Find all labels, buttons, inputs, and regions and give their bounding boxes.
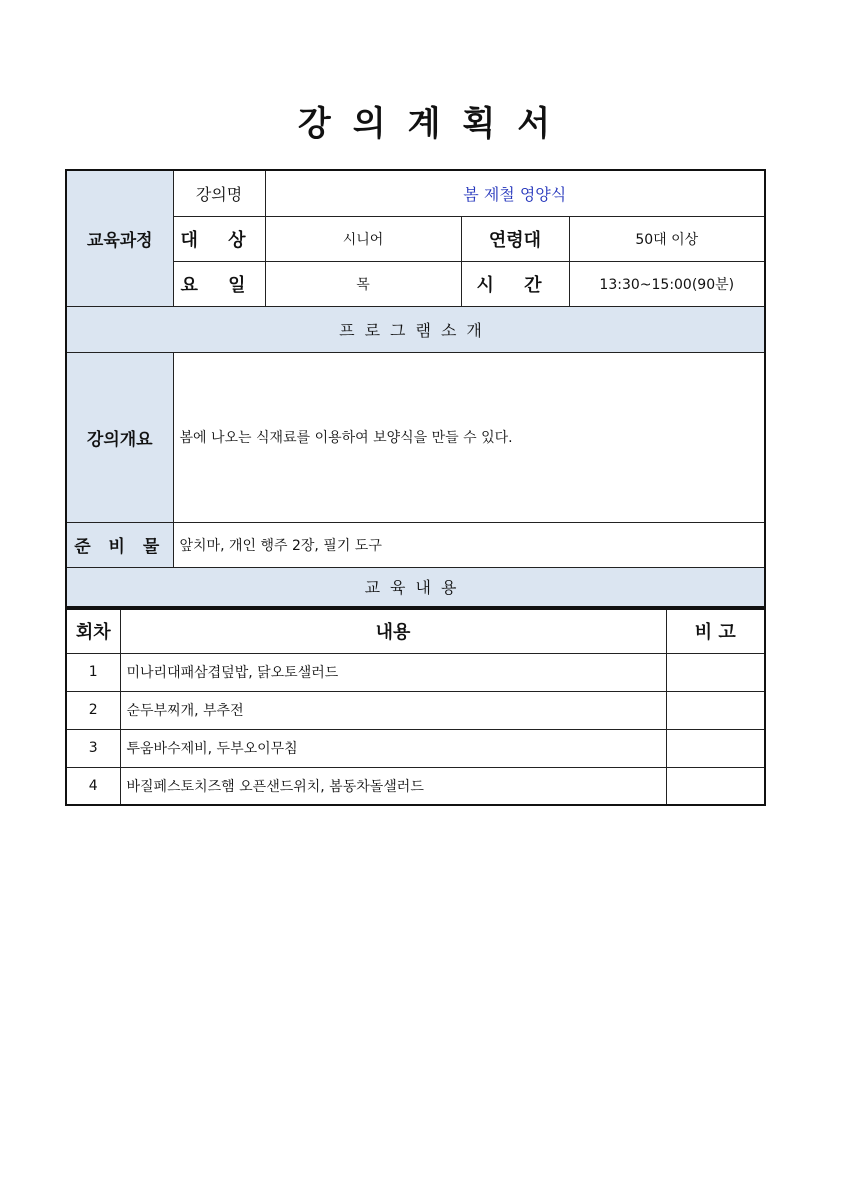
target-value: 시니어 — [265, 216, 461, 261]
supplies-label: 준 비 물 — [66, 522, 173, 567]
content-table — [65, 608, 766, 806]
day-value: 목 — [265, 261, 461, 306]
age-label: 연령대 — [461, 216, 569, 261]
target-label: 대 상 — [173, 216, 265, 261]
table-row — [66, 767, 765, 805]
supplies-text: 앞치마, 개인 행주 2장, 필기 도구 — [173, 522, 765, 567]
table-row — [66, 653, 765, 691]
row-number: 1 — [66, 653, 120, 691]
course-info-table — [65, 169, 766, 608]
row-note — [666, 691, 765, 729]
row-note — [666, 653, 765, 691]
header-note: 비 고 — [666, 609, 765, 653]
time-label: 시 간 — [461, 261, 569, 306]
content-section-header: 교육내용 — [66, 567, 765, 607]
header-content: 내용 — [120, 609, 666, 653]
course-name: 봄 제철 영양식 — [265, 170, 765, 216]
time-value: 13:30~15:00(90분) — [569, 261, 765, 306]
overview-text: 봄에 나오는 식재료를 이용하여 보양식을 만들 수 있다. — [173, 352, 765, 522]
course-name-label: 강의명 — [173, 170, 265, 216]
day-label: 요 일 — [173, 261, 265, 306]
row-number: 2 — [66, 691, 120, 729]
age-value: 50대 이상 — [569, 216, 765, 261]
row-number: 4 — [66, 767, 120, 805]
row-content: 순두부찌개, 부추전 — [120, 691, 666, 729]
header-round: 회차 — [66, 609, 120, 653]
table-row — [66, 691, 765, 729]
table-row — [66, 729, 765, 767]
course-label: 교육과정 — [66, 170, 173, 306]
row-number: 3 — [66, 729, 120, 767]
program-section-header: 프로그램소개 — [66, 306, 765, 352]
overview-label: 강의개요 — [66, 352, 173, 522]
row-content: 미나리대패삼겹덮밥, 닭오토샐러드 — [120, 653, 666, 691]
page-title: 강의계획서 — [297, 104, 573, 144]
row-content: 투움바수제비, 두부오이무침 — [120, 729, 666, 767]
row-note — [666, 767, 765, 805]
row-content: 바질페스토치즈햄 오픈샌드위치, 봄동차돌샐러드 — [120, 767, 666, 805]
row-note — [666, 729, 765, 767]
